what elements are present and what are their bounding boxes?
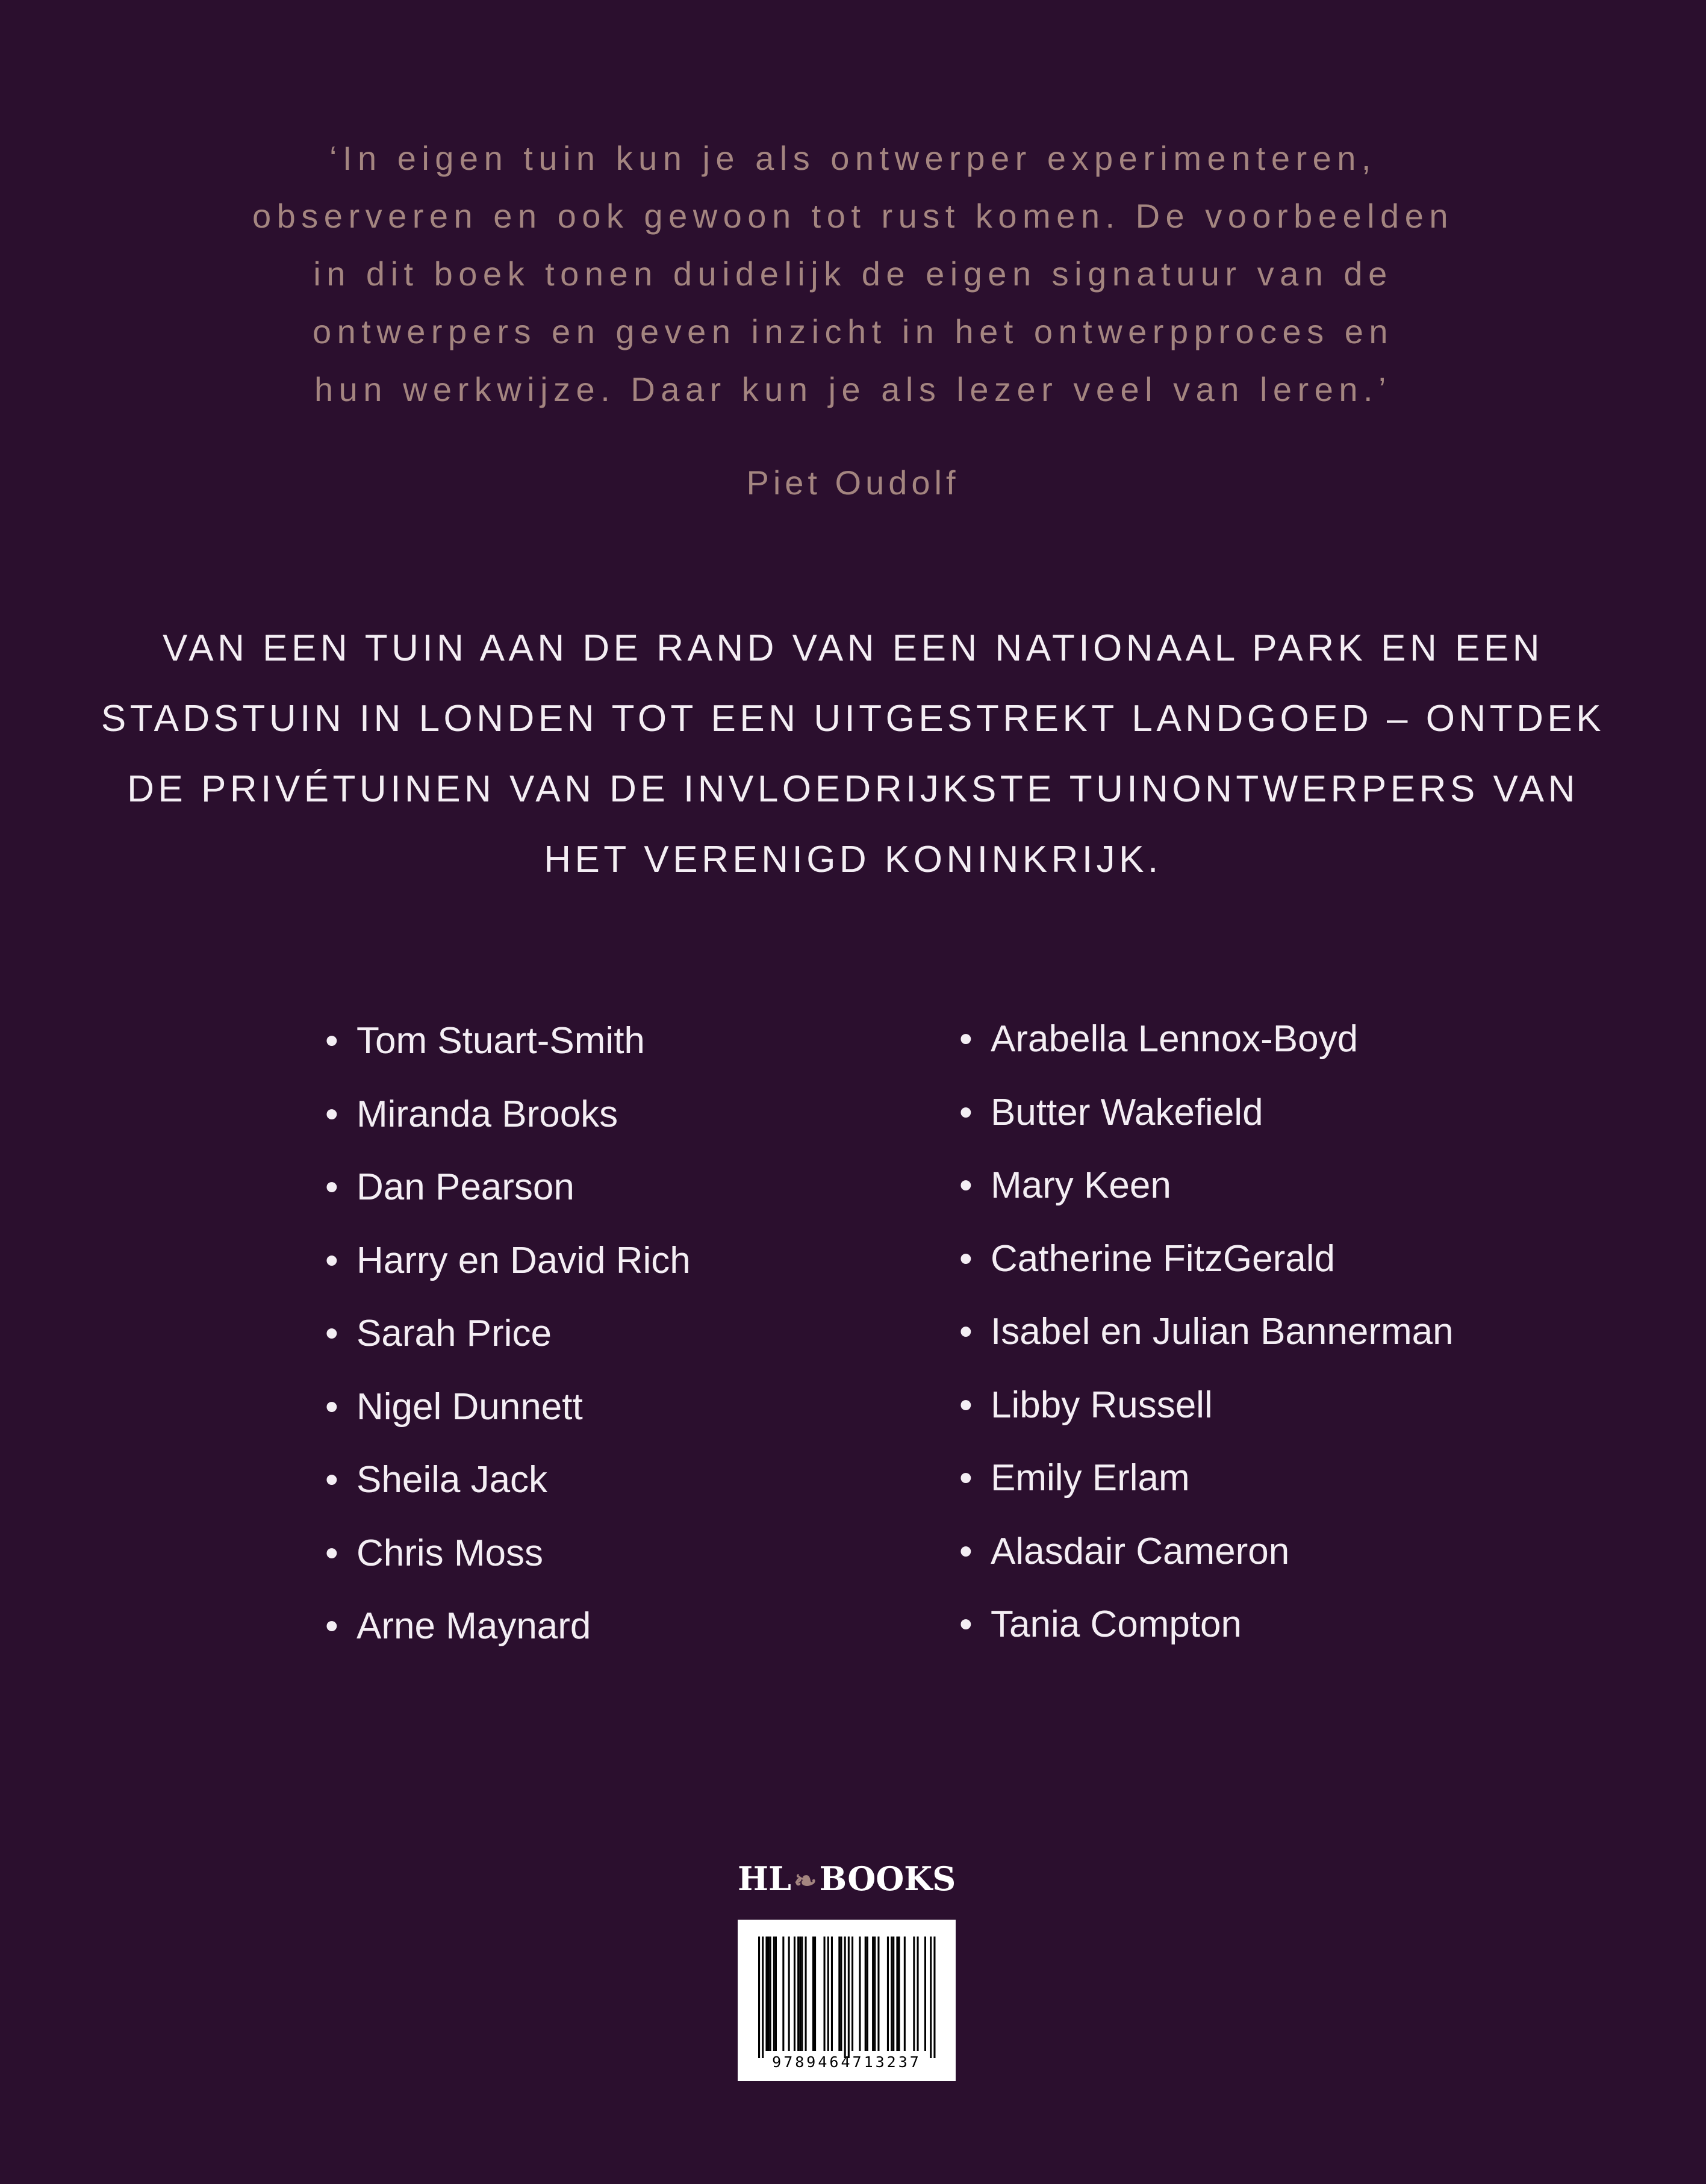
designer-name-item — [959, 1222, 1454, 1296]
designer-name-item — [325, 1370, 691, 1444]
bullet-icon: • — [959, 1018, 973, 1060]
designer-name: Arne Maynard — [356, 1605, 591, 1647]
barcode-bar — [887, 1937, 889, 2051]
designer-name: Mary Keen — [991, 1165, 1171, 1206]
bullet-icon: • — [959, 1604, 973, 1645]
barcode-bar — [859, 1937, 861, 2051]
barcode-bar — [824, 1937, 826, 2051]
designer-list-right — [959, 1003, 1454, 1661]
designer-name-item — [325, 1151, 691, 1224]
barcode-bar — [775, 1937, 777, 2051]
barcode-bar — [913, 1937, 915, 2051]
barcode-bar — [904, 1937, 906, 2051]
designer-name: Miranda Brooks — [356, 1093, 618, 1135]
barcode-bar — [773, 1937, 775, 2051]
bullet-icon: • — [959, 1091, 973, 1133]
barcode-bar — [814, 1937, 816, 2051]
designer-name: Libby Russell — [991, 1384, 1213, 1426]
quote-block — [0, 129, 1706, 418]
barcode-bar — [768, 1937, 770, 2051]
bullet-icon: • — [959, 1530, 973, 1572]
designer-name-item — [959, 1515, 1454, 1588]
bullet-icon: • — [959, 1457, 973, 1499]
designer-list-left — [325, 1004, 691, 1663]
barcode-bar — [788, 1937, 790, 2051]
bullet-icon: • — [325, 1386, 338, 1428]
designer-name-item — [325, 1443, 691, 1517]
designer-name: Butter Wakefield — [991, 1091, 1263, 1133]
designer-name-item — [959, 1369, 1454, 1442]
publisher-logo-left: HL — [738, 1859, 791, 1898]
publisher-logo — [738, 1858, 954, 1900]
barcode — [738, 1920, 956, 2081]
bullet-icon: • — [325, 1313, 338, 1354]
barcode-bar — [840, 1937, 842, 2051]
tagline — [0, 613, 1706, 895]
barcode-bar — [782, 1937, 784, 2051]
bullet-icon: • — [325, 1605, 338, 1647]
quote-line: ‘In eigen tuin kun je als ontwerper experimenteren, — [329, 139, 1377, 177]
designer-name: Arabella Lennox-Boyd — [991, 1018, 1359, 1060]
quote-line: observeren en ook gewoon tot rust komen. De voorbeelden — [252, 197, 1454, 235]
barcode-bar — [865, 1937, 867, 2051]
barcode-bar — [896, 1937, 898, 2051]
designer-name: Nigel Dunnett — [356, 1386, 583, 1428]
barcode-bar — [867, 1937, 868, 2051]
designer-name-item — [959, 1003, 1454, 1076]
designer-name-item — [325, 1297, 691, 1370]
barcode-bar — [891, 1937, 892, 2051]
barcode-bar — [801, 1937, 803, 2051]
designer-name-item — [325, 1078, 691, 1151]
quote-line: hun werkwijze. Daar kun je als lezer veel van leren.’ — [314, 370, 1392, 408]
barcode-bar — [770, 1937, 771, 2051]
barcode-bar — [805, 1937, 807, 2051]
designer-name: Tom Stuart-Smith — [356, 1020, 645, 1062]
bullet-icon: • — [325, 1532, 338, 1574]
bullet-icon: • — [959, 1311, 973, 1352]
designer-name-item — [325, 1517, 691, 1590]
barcode-bar — [827, 1937, 829, 2051]
barcode-digits: 9789464713237 — [772, 2053, 921, 2071]
designer-name: Sheila Jack — [356, 1459, 548, 1501]
designer-name-item — [959, 1149, 1454, 1222]
designer-name: Isabel en Julian Bannerman — [991, 1311, 1454, 1352]
barcode-bar — [794, 1937, 795, 2051]
barcode-bar — [917, 1937, 919, 2051]
designer-name: Dan Pearson — [356, 1166, 574, 1208]
barcode-bar — [933, 1937, 935, 2058]
bullet-icon: • — [959, 1384, 973, 1426]
barcode-bar — [898, 1937, 900, 2051]
designer-name-item — [325, 1590, 691, 1663]
bullet-icon: • — [325, 1459, 338, 1501]
bullet-icon: • — [959, 1165, 973, 1206]
quote-author: Piet Oudolf — [746, 464, 960, 502]
designer-name: Sarah Price — [356, 1313, 552, 1354]
barcode-bar — [838, 1937, 840, 2051]
tagline-line: HET VERENIGD KONINKRIJK. — [544, 839, 1162, 880]
barcode-bar — [930, 1937, 932, 2058]
designer-name-item — [325, 1004, 691, 1078]
designer-name: Catherine FitzGerald — [991, 1237, 1336, 1280]
bullet-icon: • — [325, 1239, 338, 1281]
barcode-bar — [874, 1937, 876, 2051]
barcode-bar — [765, 1937, 767, 2051]
designer-name: Emily Erlam — [991, 1457, 1190, 1499]
designer-name-item — [959, 1588, 1454, 1661]
barcode-bar — [797, 1937, 799, 2051]
quote-line: in dit boek tonen duidelijk de eigen signatuur van de — [313, 255, 1393, 293]
designer-name-item — [325, 1224, 691, 1298]
quote-line: ontwerpers en geven inzicht in het ontwerpproces en — [312, 313, 1394, 350]
bullet-icon: • — [325, 1166, 338, 1208]
barcode-bar — [762, 1937, 764, 2058]
designer-name-item — [959, 1442, 1454, 1515]
barcode-bar — [851, 1937, 853, 2051]
tagline-line: DE PRIVÉTUINEN VAN DE INVLOEDRIJKSTE TUINONTWERPERS VAN — [127, 768, 1579, 810]
barcode-bar — [844, 1937, 846, 2058]
barcode-bar — [812, 1937, 814, 2051]
publisher-logo-right: BOOKS — [819, 1859, 956, 1898]
barcode-bar — [848, 1937, 850, 2058]
bullet-icon: • — [325, 1093, 338, 1135]
barcode-bar — [831, 1937, 833, 2051]
tagline-line: VAN EEN TUIN AAN DE RAND VAN EEN NATIONAAL PARK EN EEN — [163, 627, 1543, 669]
designer-name: Chris Moss — [356, 1532, 544, 1574]
barcode-bar — [892, 1937, 894, 2051]
tagline-line: STADSTUIN IN LONDEN TOT EEN UITGESTREKT LANDGOED – ONTDEK — [101, 698, 1605, 739]
designer-name: Tania Compton — [991, 1604, 1242, 1645]
barcode-bar — [799, 1937, 801, 2051]
bullet-icon: • — [325, 1020, 338, 1062]
barcode-bar — [872, 1937, 874, 2051]
designer-name-item — [959, 1076, 1454, 1150]
barcode-bar — [924, 1937, 926, 2051]
barcode-bar — [877, 1937, 879, 2051]
designer-name: Alasdair Cameron — [991, 1530, 1290, 1572]
designer-name: Harry en David Rich — [356, 1239, 691, 1281]
designer-name-item — [959, 1295, 1454, 1369]
bullet-icon: • — [959, 1237, 973, 1280]
barcode-bar — [758, 1937, 760, 2058]
leaf-icon: ❧ — [794, 1864, 817, 1897]
